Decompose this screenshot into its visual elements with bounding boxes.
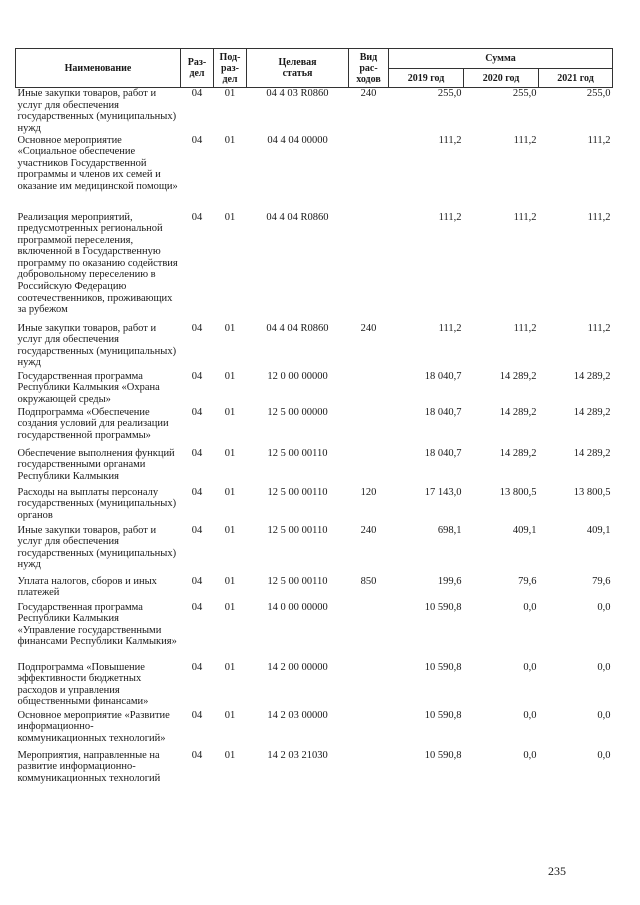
row-sum-2019: 255,0 — [437, 88, 462, 99]
table-row — [16, 750, 613, 794]
row-sum-2021: 0,0 — [597, 749, 611, 761]
row-name: Основное мероприятие «Социальное обеспечение участников Государственной программы и членов их семей и оказание им медицинской помощи» — [17, 134, 178, 192]
row-target-article: 12 5 00 00110 — [267, 447, 328, 459]
row-expense-type — [349, 135, 389, 212]
header-name: Наименование — [16, 49, 181, 88]
row-target-article: 12 0 00 00000 — [267, 370, 328, 382]
row-sum-2020: 111,2 — [513, 322, 537, 334]
row-sum-2020: 111,2 — [513, 211, 537, 223]
row-sum-2021: 0,0 — [597, 709, 611, 721]
row-expense-type: 850 — [360, 575, 377, 587]
row-sum-2021: 14 289,2 — [573, 406, 611, 418]
header-year-2020: 2020 год — [464, 69, 539, 88]
row-name: Основное мероприятие «Развитие информационно-коммуникационных технологий» — [17, 709, 170, 744]
row-sum-2021: 255,0 — [586, 88, 611, 99]
row-target-article: 12 5 00 00110 — [267, 524, 328, 536]
row-section: 04 — [191, 211, 203, 223]
row-section: 04 — [191, 406, 203, 418]
row-sum-2019: 18 040,7 — [424, 406, 462, 418]
row-section: 04 — [191, 709, 203, 721]
table-row — [16, 212, 613, 323]
row-subsection: 01 — [224, 134, 236, 146]
row-subsection: 01 — [224, 661, 236, 673]
row-name: Государственная программа Республики Калмыкия «Управление государственными финансами Республики Калмыкия» — [17, 601, 177, 648]
row-name: Мероприятия, направленные на развитие информационно-коммуникационных технологий — [17, 749, 161, 784]
row-target-article: 14 2 00 00000 — [267, 661, 328, 673]
row-expense-type — [349, 662, 389, 710]
row-target-article: 12 5 00 00110 — [267, 575, 328, 587]
row-subsection: 01 — [224, 601, 236, 613]
row-section: 04 — [191, 524, 203, 536]
row-sum-2019: 10 590,8 — [424, 601, 462, 613]
row-name: Подпрограмма «Повышение эффективности бюджетных расходов и управления общественными финансами» — [17, 661, 149, 708]
row-sum-2021: 0,0 — [597, 661, 611, 673]
table-row — [16, 407, 613, 448]
header-subsection: Под- раз- дел — [214, 49, 247, 88]
row-name: Государственная программа Республики Калмыкия «Охрана окружающей среды» — [17, 370, 160, 405]
row-subsection: 01 — [224, 524, 236, 536]
table-row — [16, 371, 613, 407]
row-sum-2020: 79,6 — [518, 575, 537, 587]
header-section: Раз- дел — [181, 49, 214, 88]
row-sum-2021: 111,2 — [587, 134, 611, 146]
header-target-article: Целевая статья — [247, 49, 349, 88]
row-sum-2020: 0,0 — [523, 601, 537, 613]
row-sum-2019: 111,2 — [438, 211, 462, 223]
row-sum-2020: 14 289,2 — [499, 447, 537, 459]
row-name: Иные закупки товаров, работ и услуг для обеспечения государственных (муниципальных) нужд — [17, 88, 177, 134]
table-row — [16, 525, 613, 576]
table-row — [16, 710, 613, 750]
table-row — [16, 602, 613, 662]
row-sum-2021: 14 289,2 — [573, 370, 611, 382]
header-expense-type: Вид рас- ходов — [349, 49, 389, 88]
table-row — [16, 576, 613, 602]
row-sum-2020: 111,2 — [513, 134, 537, 146]
row-target-article: 12 5 00 00000 — [267, 406, 328, 418]
row-sum-2020: 0,0 — [523, 709, 537, 721]
row-sum-2020: 255,0 — [512, 88, 537, 99]
row-name: Реализация мероприятий, предусмотренных региональной программой переселения, включенной в Государственную программу по оказанию содействия добровольному переселению в Российскую Федерацию соотечественников, проживающих за рубежом — [17, 211, 178, 316]
row-sum-2019: 10 590,8 — [424, 709, 462, 721]
table-row — [16, 135, 613, 212]
row-sum-2021: 0,0 — [597, 601, 611, 613]
row-target-article: 04 4 04 R0860 — [266, 211, 329, 223]
table-row — [16, 662, 613, 710]
row-subsection: 01 — [224, 447, 236, 459]
row-section: 04 — [191, 88, 203, 99]
row-sum-2021: 79,6 — [592, 575, 611, 587]
row-sum-2020: 0,0 — [523, 749, 537, 761]
row-sum-2019: 111,2 — [438, 134, 462, 146]
row-section: 04 — [191, 601, 203, 613]
row-subsection: 01 — [224, 88, 236, 99]
row-sum-2021: 13 800,5 — [573, 486, 611, 498]
row-expense-type — [349, 602, 389, 662]
row-sum-2019: 17 143,0 — [424, 486, 462, 498]
row-target-article: 14 2 03 00000 — [267, 709, 328, 721]
row-sum-2019: 18 040,7 — [424, 447, 462, 459]
table-row — [16, 448, 613, 487]
row-subsection: 01 — [224, 749, 236, 761]
budget-table — [15, 48, 613, 794]
row-expense-type — [349, 448, 389, 487]
row-sum-2019: 698,1 — [437, 524, 462, 536]
row-expense-type — [349, 750, 389, 794]
row-sum-2019: 10 590,8 — [424, 661, 462, 673]
row-section: 04 — [191, 575, 203, 587]
row-subsection: 01 — [224, 211, 236, 223]
row-name: Подпрограмма «Обеспечение создания условий для реализации государственной программы» — [17, 406, 169, 441]
row-sum-2020: 13 800,5 — [499, 486, 537, 498]
row-expense-type: 120 — [360, 486, 377, 498]
table-row — [16, 88, 613, 135]
row-sum-2021: 111,2 — [587, 322, 611, 334]
row-subsection: 01 — [224, 322, 236, 334]
row-name: Иные закупки товаров, работ и услуг для обеспечения государственных (муниципальных) нужд — [17, 322, 177, 369]
row-target-article: 04 4 04 R0860 — [266, 322, 329, 334]
row-section: 04 — [191, 749, 203, 761]
row-name: Иные закупки товаров, работ и услуг для обеспечения государственных (муниципальных) нужд — [17, 524, 177, 571]
row-expense-type: 240 — [360, 524, 377, 536]
row-sum-2021: 14 289,2 — [573, 447, 611, 459]
row-sum-2020: 0,0 — [523, 661, 537, 673]
row-expense-type — [349, 407, 389, 448]
row-sum-2021: 111,2 — [587, 211, 611, 223]
row-name: Расходы на выплаты персоналу государственных (муниципальных) органов — [17, 486, 177, 521]
row-sum-2020: 409,1 — [512, 524, 537, 536]
row-section: 04 — [191, 370, 203, 382]
row-subsection: 01 — [224, 709, 236, 721]
row-section: 04 — [191, 134, 203, 146]
table-body — [16, 88, 613, 794]
row-subsection: 01 — [224, 486, 236, 498]
header-sum: Сумма — [389, 49, 613, 69]
row-section: 04 — [191, 447, 203, 459]
row-sum-2019: 199,6 — [437, 575, 462, 587]
header-year-2019: 2019 год — [389, 69, 464, 88]
row-subsection: 01 — [224, 406, 236, 418]
row-section: 04 — [191, 661, 203, 673]
row-expense-type — [349, 371, 389, 407]
row-target-article: 14 0 00 00000 — [267, 601, 328, 613]
row-name: Обеспечение выполнения функций государственными органами Республики Калмыкия — [17, 447, 175, 482]
row-expense-type — [349, 710, 389, 750]
row-sum-2019: 18 040,7 — [424, 370, 462, 382]
row-sum-2019: 10 590,8 — [424, 749, 462, 761]
row-target-article: 14 2 03 21030 — [267, 749, 328, 761]
row-subsection: 01 — [224, 575, 236, 587]
row-sum-2020: 14 289,2 — [499, 370, 537, 382]
table-row — [16, 323, 613, 371]
row-subsection: 01 — [224, 370, 236, 382]
row-section: 04 — [191, 486, 203, 498]
row-expense-type: 240 — [360, 322, 377, 334]
row-expense-type — [349, 212, 389, 323]
row-sum-2019: 111,2 — [438, 322, 462, 334]
table-row — [16, 487, 613, 525]
row-target-article: 04 4 04 00000 — [267, 134, 328, 146]
row-section: 04 — [191, 322, 203, 334]
page-number: 235 — [548, 864, 566, 878]
row-target-article: 04 4 03 R0860 — [266, 88, 329, 99]
row-expense-type: 240 — [360, 88, 377, 99]
row-name: Уплата налогов, сборов и иных платежей — [17, 575, 157, 599]
row-target-article: 12 5 00 00110 — [267, 486, 328, 498]
row-sum-2020: 14 289,2 — [499, 406, 537, 418]
header-year-2021: 2021 год — [539, 69, 613, 88]
row-sum-2021: 409,1 — [586, 524, 611, 536]
